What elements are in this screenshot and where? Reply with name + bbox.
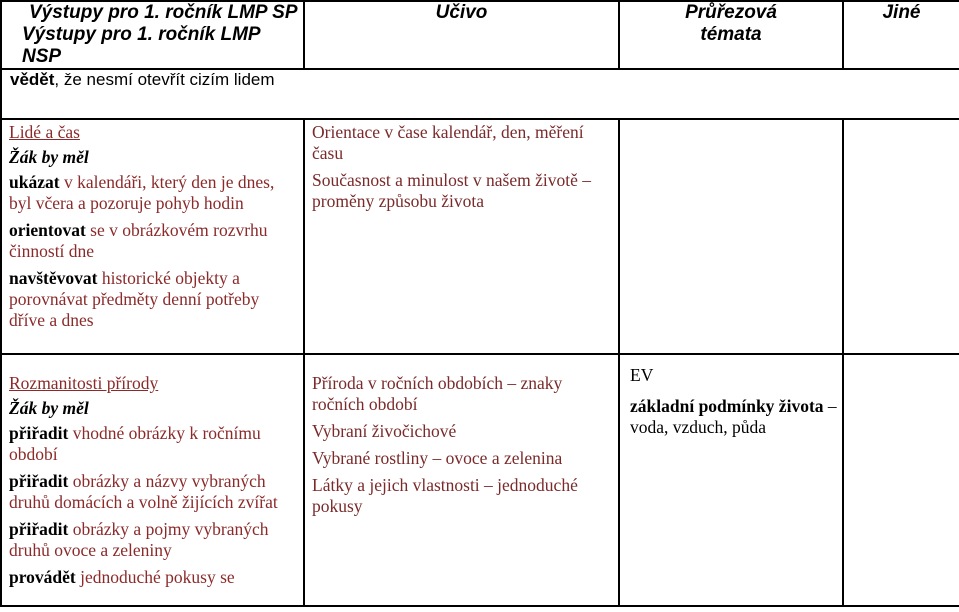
intro-row xyxy=(1,69,959,119)
outcome-item: provádět jednoduché pokusy se xyxy=(9,567,235,587)
curriculum-item: Vybrané rostliny – ovoce a zelenina xyxy=(312,448,563,468)
section-nature-cross xyxy=(619,354,843,606)
section-nature-other xyxy=(843,354,959,606)
header-cross-topics xyxy=(619,1,843,69)
header-curriculum: Učivo xyxy=(304,1,619,69)
curriculum-item: Orientace v čase kalendář, den, měření času xyxy=(312,122,584,163)
outcome-item: přiřadit vhodné obrázky k ročnímu období xyxy=(9,423,261,464)
header-other: Jiné xyxy=(843,1,959,69)
section-people-time-other xyxy=(843,119,959,354)
section-people-time-row xyxy=(1,119,959,354)
outcome-item: přiřadit obrázky a pojmy vybraných druhů ovoce a zeleniny xyxy=(9,519,269,560)
intro-cell xyxy=(1,69,959,119)
curriculum-item: Vybraní živočichové xyxy=(312,421,457,441)
header-outcomes xyxy=(1,1,304,69)
section-people-time-curriculum xyxy=(304,119,619,354)
header-cross-topics-line2: témata xyxy=(700,24,762,45)
curriculum-item: Příroda v ročních obdobích – znaky ročních období xyxy=(312,373,563,414)
pupil-label: Žák by měl xyxy=(9,147,89,167)
section-people-time-cross xyxy=(619,119,843,354)
section-nature-row xyxy=(1,354,959,606)
curriculum-item: Současnost a minulost v našem životě – proměny způsobu života xyxy=(312,170,591,211)
section-title: Lidé a čas xyxy=(9,122,80,142)
section-people-time-outcomes xyxy=(1,119,304,354)
intro-verb: vědět xyxy=(10,70,55,89)
header-cross-topics-line1: Průřezová xyxy=(685,2,777,23)
section-title: Rozmanitosti přírody xyxy=(9,373,159,393)
outcome-item: navštěvovat historické objekty a porovnávat předměty denní potřeby dříve a dnes xyxy=(9,268,260,330)
cross-topic-code: EV xyxy=(630,365,654,385)
pupil-label: Žák by měl xyxy=(9,398,89,418)
section-nature-curriculum xyxy=(304,354,619,606)
outcome-item: ukázat v kalendáři, který den je dnes, byl včera a pozoruje pohyb hodin xyxy=(9,172,275,213)
intro-rest: , že nesmí otevřít cizím lidem xyxy=(54,70,275,89)
header-row xyxy=(1,1,959,69)
cross-topic-text: základní podmínky života – voda, vzduch, půda xyxy=(630,396,837,437)
outcome-item: přiřadit obrázky a názvy vybraných druhů domácích a volně žijících zvířat xyxy=(9,471,278,512)
section-nature-outcomes xyxy=(1,354,304,606)
curriculum-item: Látky a jejich vlastnosti – jednoduché pokusy xyxy=(312,475,578,516)
intro-text xyxy=(2,70,959,90)
outcome-item: orientovat se v obrázkovém rozvrhu činností dne xyxy=(9,220,268,261)
header-outcomes-nsp: Výstupy pro 1. ročník LMP NSP xyxy=(22,24,260,67)
header-outcomes-sp: Výstupy pro 1. ročník LMP SP xyxy=(29,2,298,23)
